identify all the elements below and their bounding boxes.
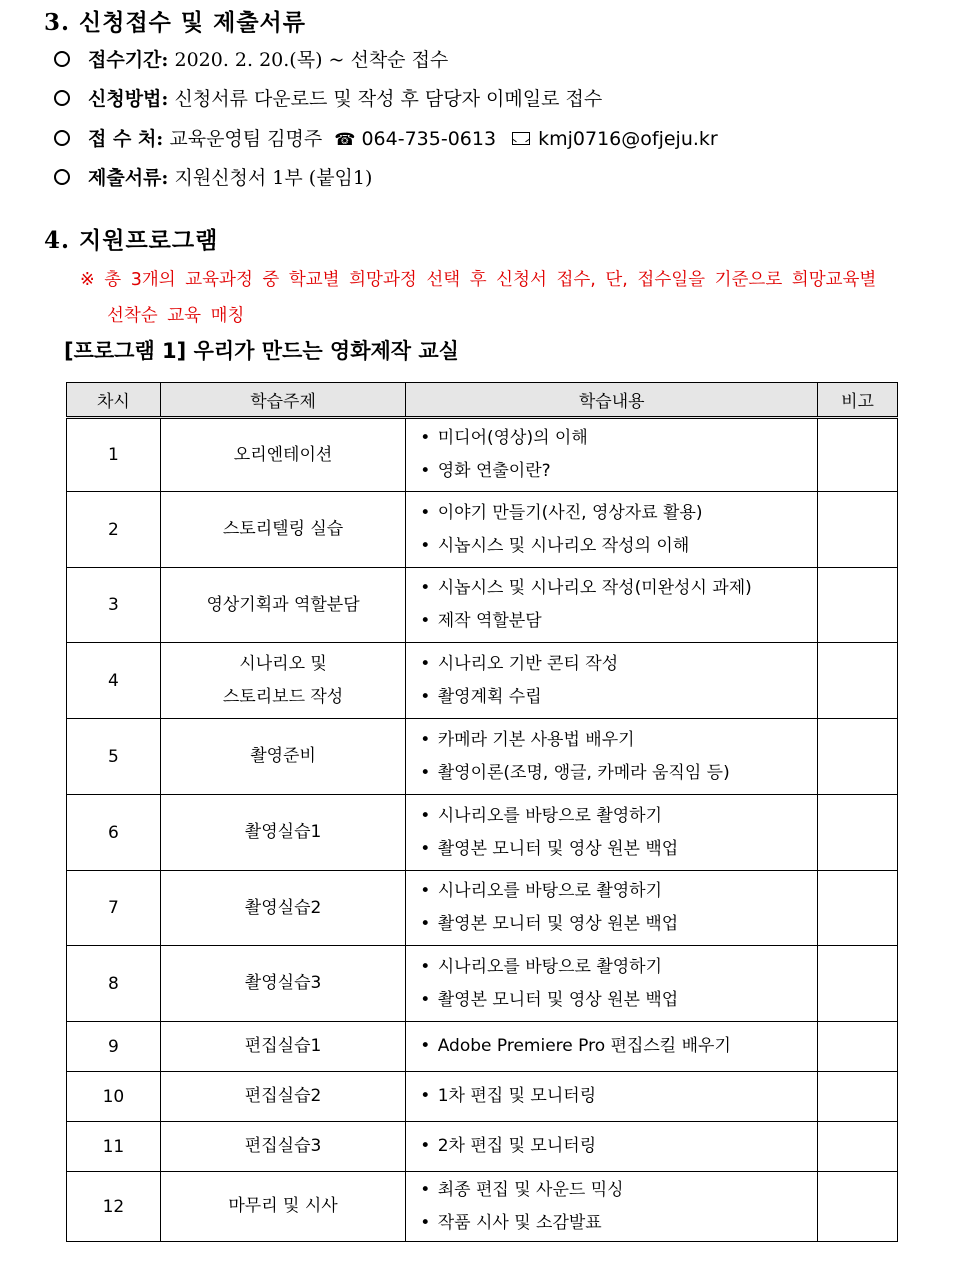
program-title: [프로그램 1] 우리가 만드는 영화제작 교실 — [64, 339, 459, 363]
session-content — [406, 643, 818, 719]
content-item: • 시놉시스 및 시나리오 작성의 이해 — [420, 530, 817, 563]
table-row — [67, 568, 898, 643]
session-content — [406, 1072, 818, 1122]
topic-line: 촬영실습2 — [244, 897, 322, 918]
application-method-label: 신청방법: — [88, 88, 169, 110]
session-content — [406, 719, 818, 795]
required-documents-value: 지원신청서 1부 (붙임1) — [174, 167, 373, 189]
session-topic — [160, 1022, 405, 1072]
table-row — [67, 418, 898, 492]
content-item: • 제작 역할분담 — [420, 605, 817, 638]
reception-office-label: 접 수 처: — [88, 128, 164, 150]
content-item: • 시나리오를 바탕으로 촬영하기 — [420, 951, 817, 984]
session-topic — [160, 719, 405, 795]
session-topic — [160, 492, 405, 568]
session-note — [818, 1022, 898, 1072]
content-item: • 이야기 만들기(사진, 영상자료 활용) — [420, 497, 817, 530]
session-number: 1 — [67, 418, 161, 492]
session-content — [406, 1022, 818, 1072]
content-item: • Adobe Premiere Pro 편집스킬 배우기 — [420, 1030, 817, 1063]
topic-line: 촬영준비 — [250, 746, 316, 766]
session-content — [406, 418, 818, 492]
bullet-reception-period — [54, 45, 448, 75]
circle-bullet-icon — [54, 51, 70, 67]
session-note — [818, 643, 898, 719]
topic-line: 편집실습2 — [244, 1086, 322, 1106]
session-number: 5 — [67, 719, 161, 795]
table-header-row — [67, 383, 898, 418]
content-item: • 촬영본 모니터 및 영상 원본 백업 — [420, 984, 817, 1017]
content-item: • 시나리오를 바탕으로 촬영하기 — [420, 875, 817, 908]
content-item: • 미디어(영상)의 이해 — [420, 422, 817, 455]
session-number: 2 — [67, 492, 161, 568]
session-topic — [160, 418, 405, 492]
table-row — [67, 795, 898, 871]
required-documents-label: 제출서류: — [88, 167, 169, 189]
session-topic — [160, 946, 405, 1022]
session-note — [818, 568, 898, 643]
table-row — [67, 946, 898, 1022]
session-content — [406, 568, 818, 643]
session-number: 6 — [67, 795, 161, 871]
session-note — [818, 1122, 898, 1172]
note-mark: ※ — [80, 270, 95, 290]
header-topic: 학습주제 — [160, 383, 405, 418]
table-body — [67, 418, 898, 1242]
section-4-title: 4. 지원프로그램 — [44, 227, 219, 254]
circle-bullet-icon — [54, 169, 70, 185]
bullet-required-documents — [54, 163, 372, 193]
bullet-application-method — [54, 84, 602, 114]
table-row — [67, 1122, 898, 1172]
content-item: • 영화 연출이란? — [420, 455, 817, 488]
session-note — [818, 1172, 898, 1242]
session-topic — [160, 1122, 405, 1172]
session-number: 11 — [67, 1122, 161, 1172]
content-item: • 촬영계획 수립 — [420, 681, 817, 714]
session-topic — [160, 568, 405, 643]
session-content — [406, 946, 818, 1022]
topic-line: 촬영실습1 — [244, 822, 322, 842]
session-number: 7 — [67, 871, 161, 946]
reception-office-value: 교육운영팀 김명주 — [169, 128, 323, 150]
table-row — [67, 871, 898, 946]
topic-line: 스토리보드 작성 — [222, 686, 344, 707]
session-note — [818, 719, 898, 795]
table-row — [67, 643, 898, 719]
content-item: • 촬영이론(조명, 앵글, 카메라 움직임 등) — [420, 757, 817, 790]
session-number: 8 — [67, 946, 161, 1022]
content-item: • 시놉시스 및 시나리오 작성(미완성시 과제) — [420, 572, 817, 605]
content-item: • 촬영본 모니터 및 영상 원본 백업 — [420, 908, 817, 941]
header-note: 비고 — [818, 383, 898, 418]
content-item: • 촬영본 모니터 및 영상 원본 백업 — [420, 833, 817, 866]
session-content — [406, 1122, 818, 1172]
session-content — [406, 871, 818, 946]
topic-line: 마무리 및 시사 — [228, 1196, 338, 1216]
circle-bullet-icon — [54, 130, 70, 146]
table-row — [67, 492, 898, 568]
session-note — [818, 418, 898, 492]
session-content — [406, 492, 818, 568]
session-note — [818, 871, 898, 946]
section-3-title: 3. 신청접수 및 제출서류 — [44, 9, 306, 36]
application-method-value: 신청서류 다운로드 및 작성 후 담당자 이메일로 접수 — [174, 88, 603, 110]
session-topic — [160, 1072, 405, 1122]
header-session: 차시 — [67, 383, 161, 418]
content-item: • 시나리오 기반 콘티 작성 — [420, 648, 817, 681]
bullet-reception-office — [54, 124, 718, 154]
session-topic — [160, 1172, 405, 1242]
table-row — [67, 1022, 898, 1072]
session-topic — [160, 871, 405, 946]
table-row — [67, 719, 898, 795]
topic-line: 시나리오 및 — [239, 653, 327, 674]
session-note — [818, 795, 898, 871]
table-row — [67, 1172, 898, 1242]
phone-icon: ☎ — [334, 130, 356, 150]
reception-period-label: 접수기간: — [88, 49, 169, 71]
content-item: • 최종 편집 및 사운드 믹싱 — [420, 1174, 817, 1207]
topic-line: 촬영실습3 — [244, 973, 322, 993]
table-row — [67, 1072, 898, 1122]
phone-number: 064-735-0613 — [361, 128, 497, 150]
note-line-1: 총 3개의 교육과정 중 학교별 희망과정 선택 후 신청서 접수, 단, 접수일을 기준으로 희망교육별 — [104, 270, 877, 290]
session-content — [406, 1172, 818, 1242]
reception-period-value: 2020. 2. 20.(목) ~ 선착순 접수 — [174, 49, 449, 71]
session-number: 3 — [67, 568, 161, 643]
content-item: • 시나리오를 바탕으로 촬영하기 — [420, 800, 817, 833]
session-topic — [160, 795, 405, 871]
session-number: 9 — [67, 1022, 161, 1072]
session-note — [818, 946, 898, 1022]
selection-note — [80, 262, 950, 334]
note-line-2: 선착순 교육 매칭 — [107, 306, 245, 326]
topic-line: 오리엔테이션 — [233, 444, 333, 465]
topic-line: 편집실습1 — [244, 1036, 322, 1056]
mail-icon — [512, 132, 530, 145]
topic-line: 편집실습3 — [244, 1136, 322, 1156]
session-number: 12 — [67, 1172, 161, 1242]
session-note — [818, 492, 898, 568]
content-item: • 카메라 기본 사용법 배우기 — [420, 724, 817, 757]
session-number: 4 — [67, 643, 161, 719]
curriculum-table — [66, 382, 898, 1242]
session-number: 10 — [67, 1072, 161, 1122]
session-content — [406, 795, 818, 871]
email-address[interactable]: kmj0716@ofjeju.kr — [538, 128, 718, 150]
topic-line: 영상기획과 역할분담 — [206, 594, 360, 615]
session-topic — [160, 643, 405, 719]
content-item: • 2차 편집 및 모니터링 — [420, 1130, 817, 1163]
topic-line: 스토리텔링 실습 — [222, 519, 344, 539]
circle-bullet-icon — [54, 90, 70, 106]
content-item: • 1차 편집 및 모니터링 — [420, 1080, 817, 1113]
session-note — [818, 1072, 898, 1122]
header-content: 학습내용 — [406, 383, 818, 418]
content-item: • 작품 시사 및 소감발표 — [420, 1207, 817, 1240]
